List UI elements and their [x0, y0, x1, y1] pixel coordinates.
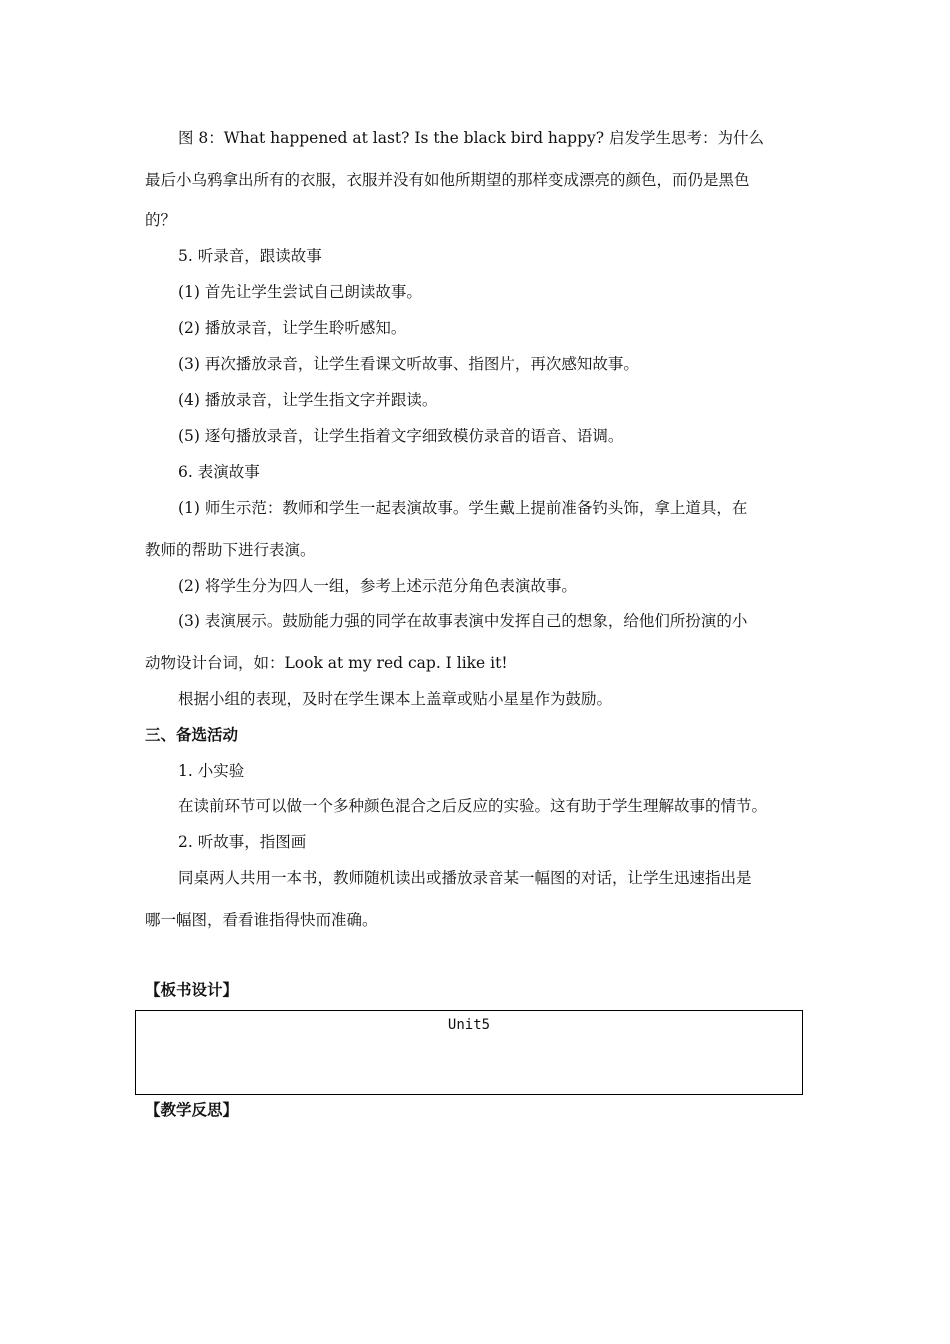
list-item: (3) 表演展示。鼓励能力强的同学在故事表演中发挥自己的想象，给他们所扮演的小 — [178, 612, 748, 630]
paragraph-line: 哪一幅图，看看谁指得快而准确。 — [145, 911, 378, 929]
paragraph-line: 的？ — [145, 211, 177, 229]
section-heading: 6. 表演故事 — [178, 463, 260, 481]
paragraph-line: 图 8：What happened at last? Is the black bird happy? 启发学生思考：为什么 — [178, 129, 764, 147]
paragraph-line: 在读前环节可以做一个多种颜色混合之后反应的实验。这有助于学生理解故事的情节。 — [178, 797, 768, 815]
board-design-box — [135, 1010, 803, 1095]
section-heading: 5. 听录音，跟读故事 — [178, 247, 322, 265]
paragraph-line: 同桌两人共用一本书，教师随机读出或播放录音某一幅图的对话，让学生迅速指出是 — [178, 869, 752, 887]
list-item: (3) 再次播放录音，让学生看课文听故事、指图片，再次感知故事。 — [178, 355, 639, 373]
list-item: (4) 播放录音，让学生指文字并跟读。 — [178, 391, 438, 409]
paragraph-line: 最后小乌鸦拿出所有的衣服，衣服并没有如他所期望的那样变成漂亮的颜色，而仍是黑色 — [145, 171, 750, 189]
board-title: Unit5 — [447, 1017, 491, 1033]
list-item: (2) 播放录音，让学生聆听感知。 — [178, 319, 407, 337]
list-item: (2) 将学生分为四人一组，参考上述示范分角色表演故事。 — [178, 577, 577, 595]
paragraph-line: 根据小组的表现，及时在学生课本上盖章或贴小星星作为鼓励。 — [178, 690, 613, 708]
list-item: (1) 首先让学生尝试自己朗读故事。 — [178, 283, 422, 301]
section-title: 三、备选活动 — [145, 726, 239, 744]
list-item: 2. 听故事，指图画 — [178, 833, 307, 851]
list-item: 1. 小实验 — [178, 762, 245, 780]
paragraph-line: 动物设计台词，如：Look at my red cap. I like it! — [145, 654, 508, 672]
list-item: (5) 逐句播放录音，让学生指着文字细致模仿录音的语音、语调。 — [178, 427, 624, 445]
reflection-heading: 【教学反思】 — [145, 1101, 239, 1119]
board-heading: 【板书设计】 — [145, 981, 239, 999]
list-item: (1) 师生示范：教师和学生一起表演故事。学生戴上提前准备钓头饰，拿上道具，在 — [178, 499, 748, 517]
paragraph-line: 教师的帮助下进行表演。 — [145, 541, 316, 559]
